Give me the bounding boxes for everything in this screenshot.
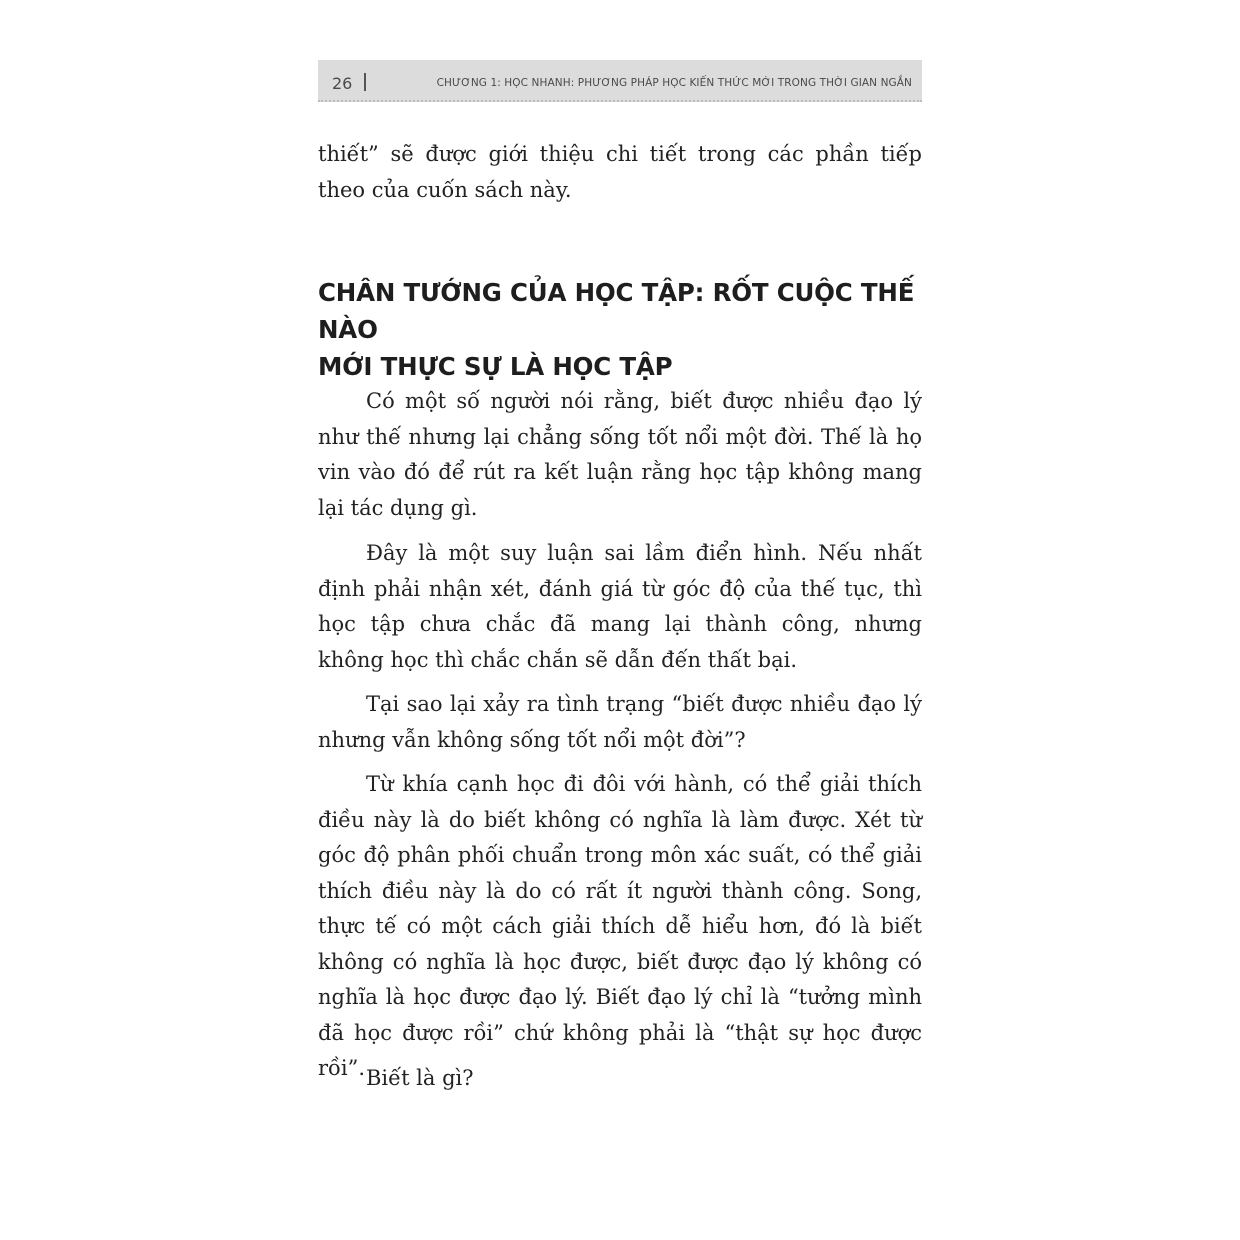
section-heading <box>318 274 922 385</box>
chapter-title: CHƯƠNG 1: HỌC NHANH: PHƯƠNG PHÁP HỌC KIẾN THỨC MỚI TRONG THỜI GIAN NGẮN <box>436 77 912 89</box>
page-number: 26 <box>332 74 353 93</box>
header-separator <box>364 73 366 91</box>
paragraph-2: Đây là một suy luận sai lầm điển hình. Nếu nhất định phải nhận xét, đánh giá từ góc độ của thế tục, thì học tập chưa chắc đã mang lại thành công, nhưng không học thì chắc chắn sẽ dẫn đến thất bại. <box>318 541 922 672</box>
paragraph-1: Có một số người nói rằng, biết được nhiều đạo lý như thế nhưng lại chẳng sống tốt nổi một đời. Thế là họ vin vào đó để rút ra kết luận rằng học tập không mang lại tác dụng gì. <box>318 389 922 520</box>
paragraph-4: Từ khía cạnh học đi đôi với hành, có thể giải thích điều này là do biết không có nghĩa là làm được. Xét từ góc độ phân phối chuẩn trong môn xác suất, có thể giải thích điều này là do có rất ít người thành công. Song, thực tế có một cách giải thích dễ hiểu hơn, đó là biết không có nghĩa là học được, biết được đạo lý không có nghĩa là học được đạo lý. Biết đạo lý chỉ là “tưởng mình đã học được rồi” chứ không phải là “thật sự học được rồi”. <box>318 772 922 1080</box>
running-header <box>318 60 922 102</box>
section-heading-line-1: CHÂN TƯỚNG CỦA HỌC TẬP: RỐT CUỘC THẾ NÀO <box>318 278 915 344</box>
section-heading-line-2: MỚI THỰC SỰ LÀ HỌC TẬP <box>318 352 673 381</box>
paragraph-3: Tại sao lại xảy ra tình trạng “biết được nhiều đạo lý nhưng vẫn không sống tốt nổi một đời”? <box>318 692 922 752</box>
paragraph-5: Biết là gì? <box>366 1066 474 1090</box>
continuation-paragraph: thiết” sẽ được giới thiệu chi tiết trong các phần tiếp theo của cuốn sách này. <box>318 142 922 202</box>
